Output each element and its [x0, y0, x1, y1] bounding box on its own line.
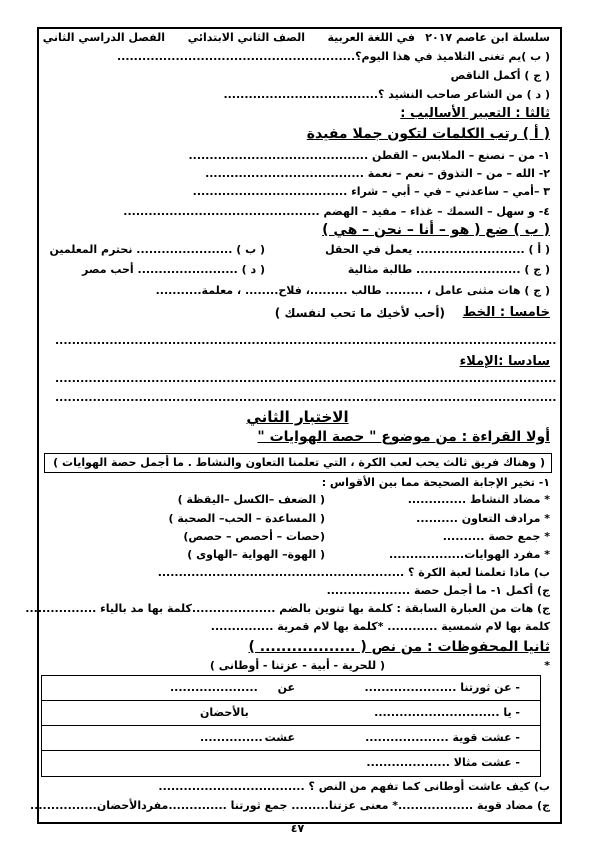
- handwriting-heading: خامسا : الخط: [462, 305, 550, 320]
- pronoun-item-c: ( ج ) ......................... طالبة مثالية: [347, 263, 550, 276]
- pronoun-item-d: ( د ) ........................ أحب مصر: [82, 263, 265, 276]
- style-b-heading: ( ب ) ضع ( هو – أنا – نحن – هي ): [322, 222, 550, 238]
- style-a-heading: ( أ ) رتب الكلمات لتكون جملا مفيدة: [306, 126, 550, 142]
- question-b: ب) ماذا تعلمنا لعبة الكرة ؟ ...........................................................: [157, 566, 550, 579]
- header-subject: في اللغة العربية: [327, 31, 415, 44]
- table-divider: [42, 700, 540, 701]
- choice-question: * مفرد الهوايات..................: [389, 548, 550, 561]
- table-divider: [42, 725, 540, 726]
- dictation-heading: سادسا :الإملاء: [459, 354, 550, 369]
- page-number: ٤٧: [290, 822, 305, 835]
- pronoun-item-b: ( ب ) ....................... نحترم المعلمين: [49, 243, 265, 256]
- question-c: ج) أكمل ١- ما أجمل حصة ....................: [326, 584, 550, 597]
- writing-line: ........................................................................................................................: [55, 372, 557, 385]
- choice-options: (حصات – أحصص – حصص): [183, 530, 325, 543]
- part1-question-d: ( د ) من الشاعر صاحب النشيد ؟.....................................: [223, 88, 550, 101]
- header-grade: الصف الثاني الابتدائي: [187, 31, 305, 44]
- arrange-item: ٣ –أمي – ساعدني – في – أبي – شراء .....................................: [192, 185, 550, 198]
- memorized-question-b: ب) كيف عاشت أوطانى كما تفهم من النص ؟ ...................................: [158, 780, 550, 793]
- table-row-right: - عشت قوية ....................: [365, 731, 520, 744]
- header-term: الفصل الدراسي الثاني: [42, 31, 165, 44]
- table-divider: [42, 750, 540, 751]
- choice-options: ( المساعدة – الحب– الصحبة ): [168, 512, 325, 525]
- memorized-heading: ثانيا المحفوظات : من نص ( .................. ): [248, 639, 550, 655]
- table-row-right: - عشت مثالا ....................: [366, 756, 520, 769]
- arrange-item: ٤- و سهل – السمك – غذاء – مفيد – الهضم ...............................................: [123, 205, 550, 218]
- part1-question-c: ( ج ) أكمل الناقص: [450, 69, 550, 82]
- table-row-mid: عشت: [264, 731, 295, 744]
- table-row-right: - عن ثورتنا ......................: [364, 681, 520, 694]
- choice-question: * مضاد النشاط ..............: [407, 493, 550, 506]
- question-c3: كلمة بها لام شمسية ............ *كلمة بها لام قمرية ...............: [210, 620, 550, 633]
- table-row-left: ...............: [200, 731, 263, 744]
- choice-options: ( الهوة– الهواية –الهاوى ): [187, 548, 325, 561]
- reading-heading: أولا القراءة : من موضوع " حصة الهوايات ": [257, 429, 550, 445]
- part1-question-b: ( ب )يم تغنى التلاميذ في هذا اليوم؟.........................................................: [116, 50, 550, 63]
- writing-line: ........................................................................................................................: [55, 334, 557, 347]
- choice-options: ( الضعف –الكسل –اليقظة ): [177, 493, 325, 506]
- memorized-question-c: ج) مضاد قوية ..................* معنى عزتنا......... جمع ثورتنا ..............مفردالأحضان................: [30, 799, 550, 812]
- arrange-item: ١- من – نصنع – الملابس – القطن ...........................................: [188, 149, 550, 162]
- memorized-words: ( للحرية - أبية - عزتنا - أوطانى ): [209, 659, 385, 672]
- choose-instruction: ١- تخير الإجابة الصحيحة مما بين الأقواس :: [321, 476, 550, 489]
- table-row-right: - يا ..............................: [374, 706, 520, 719]
- dual-question: ( ج ) هات مثنى عامل ، ......... طالب .........، فلاح........ ، معلمة...........: [155, 284, 550, 297]
- header-series: سلسلة ابن عاصم ٢٠١٧: [425, 31, 550, 44]
- style-heading: ثالثا : التعبير الأساليب :: [400, 106, 550, 121]
- memorized-star: *: [544, 659, 550, 672]
- arrange-item: ٢- الله – من – التذوق – نعم – نعمة ......................................: [205, 167, 550, 180]
- table-row-left: .....................: [170, 681, 258, 694]
- handwriting-sentence: (أحب لأخيك ما تحب لنفسك ): [274, 306, 445, 320]
- table-row-mid: عن: [277, 681, 295, 694]
- pronoun-item-a: ( أ ) .......................... يعمل في الحقل: [325, 243, 550, 256]
- choice-question: * مرادف التعاون ..........: [416, 512, 550, 525]
- writing-line: ........................................................................................................................: [55, 391, 557, 404]
- question-c2: ج) هات من العبارة السابقة : كلمة بها تنوين بالضم ....................كلمة بها مد بالياء .................: [25, 602, 550, 615]
- table-row-left: بالأحضان: [200, 706, 249, 719]
- exam2-title: الاختبار الثاني: [246, 408, 349, 426]
- choice-question: * جمع حصة ..........: [442, 530, 550, 543]
- passage-text: ( وهناك فريق ثالث يحب لعب الكرة ، التي تعلمنا التعاون والنشاط . ما أجمل حصة الهوايات ): [53, 456, 545, 469]
